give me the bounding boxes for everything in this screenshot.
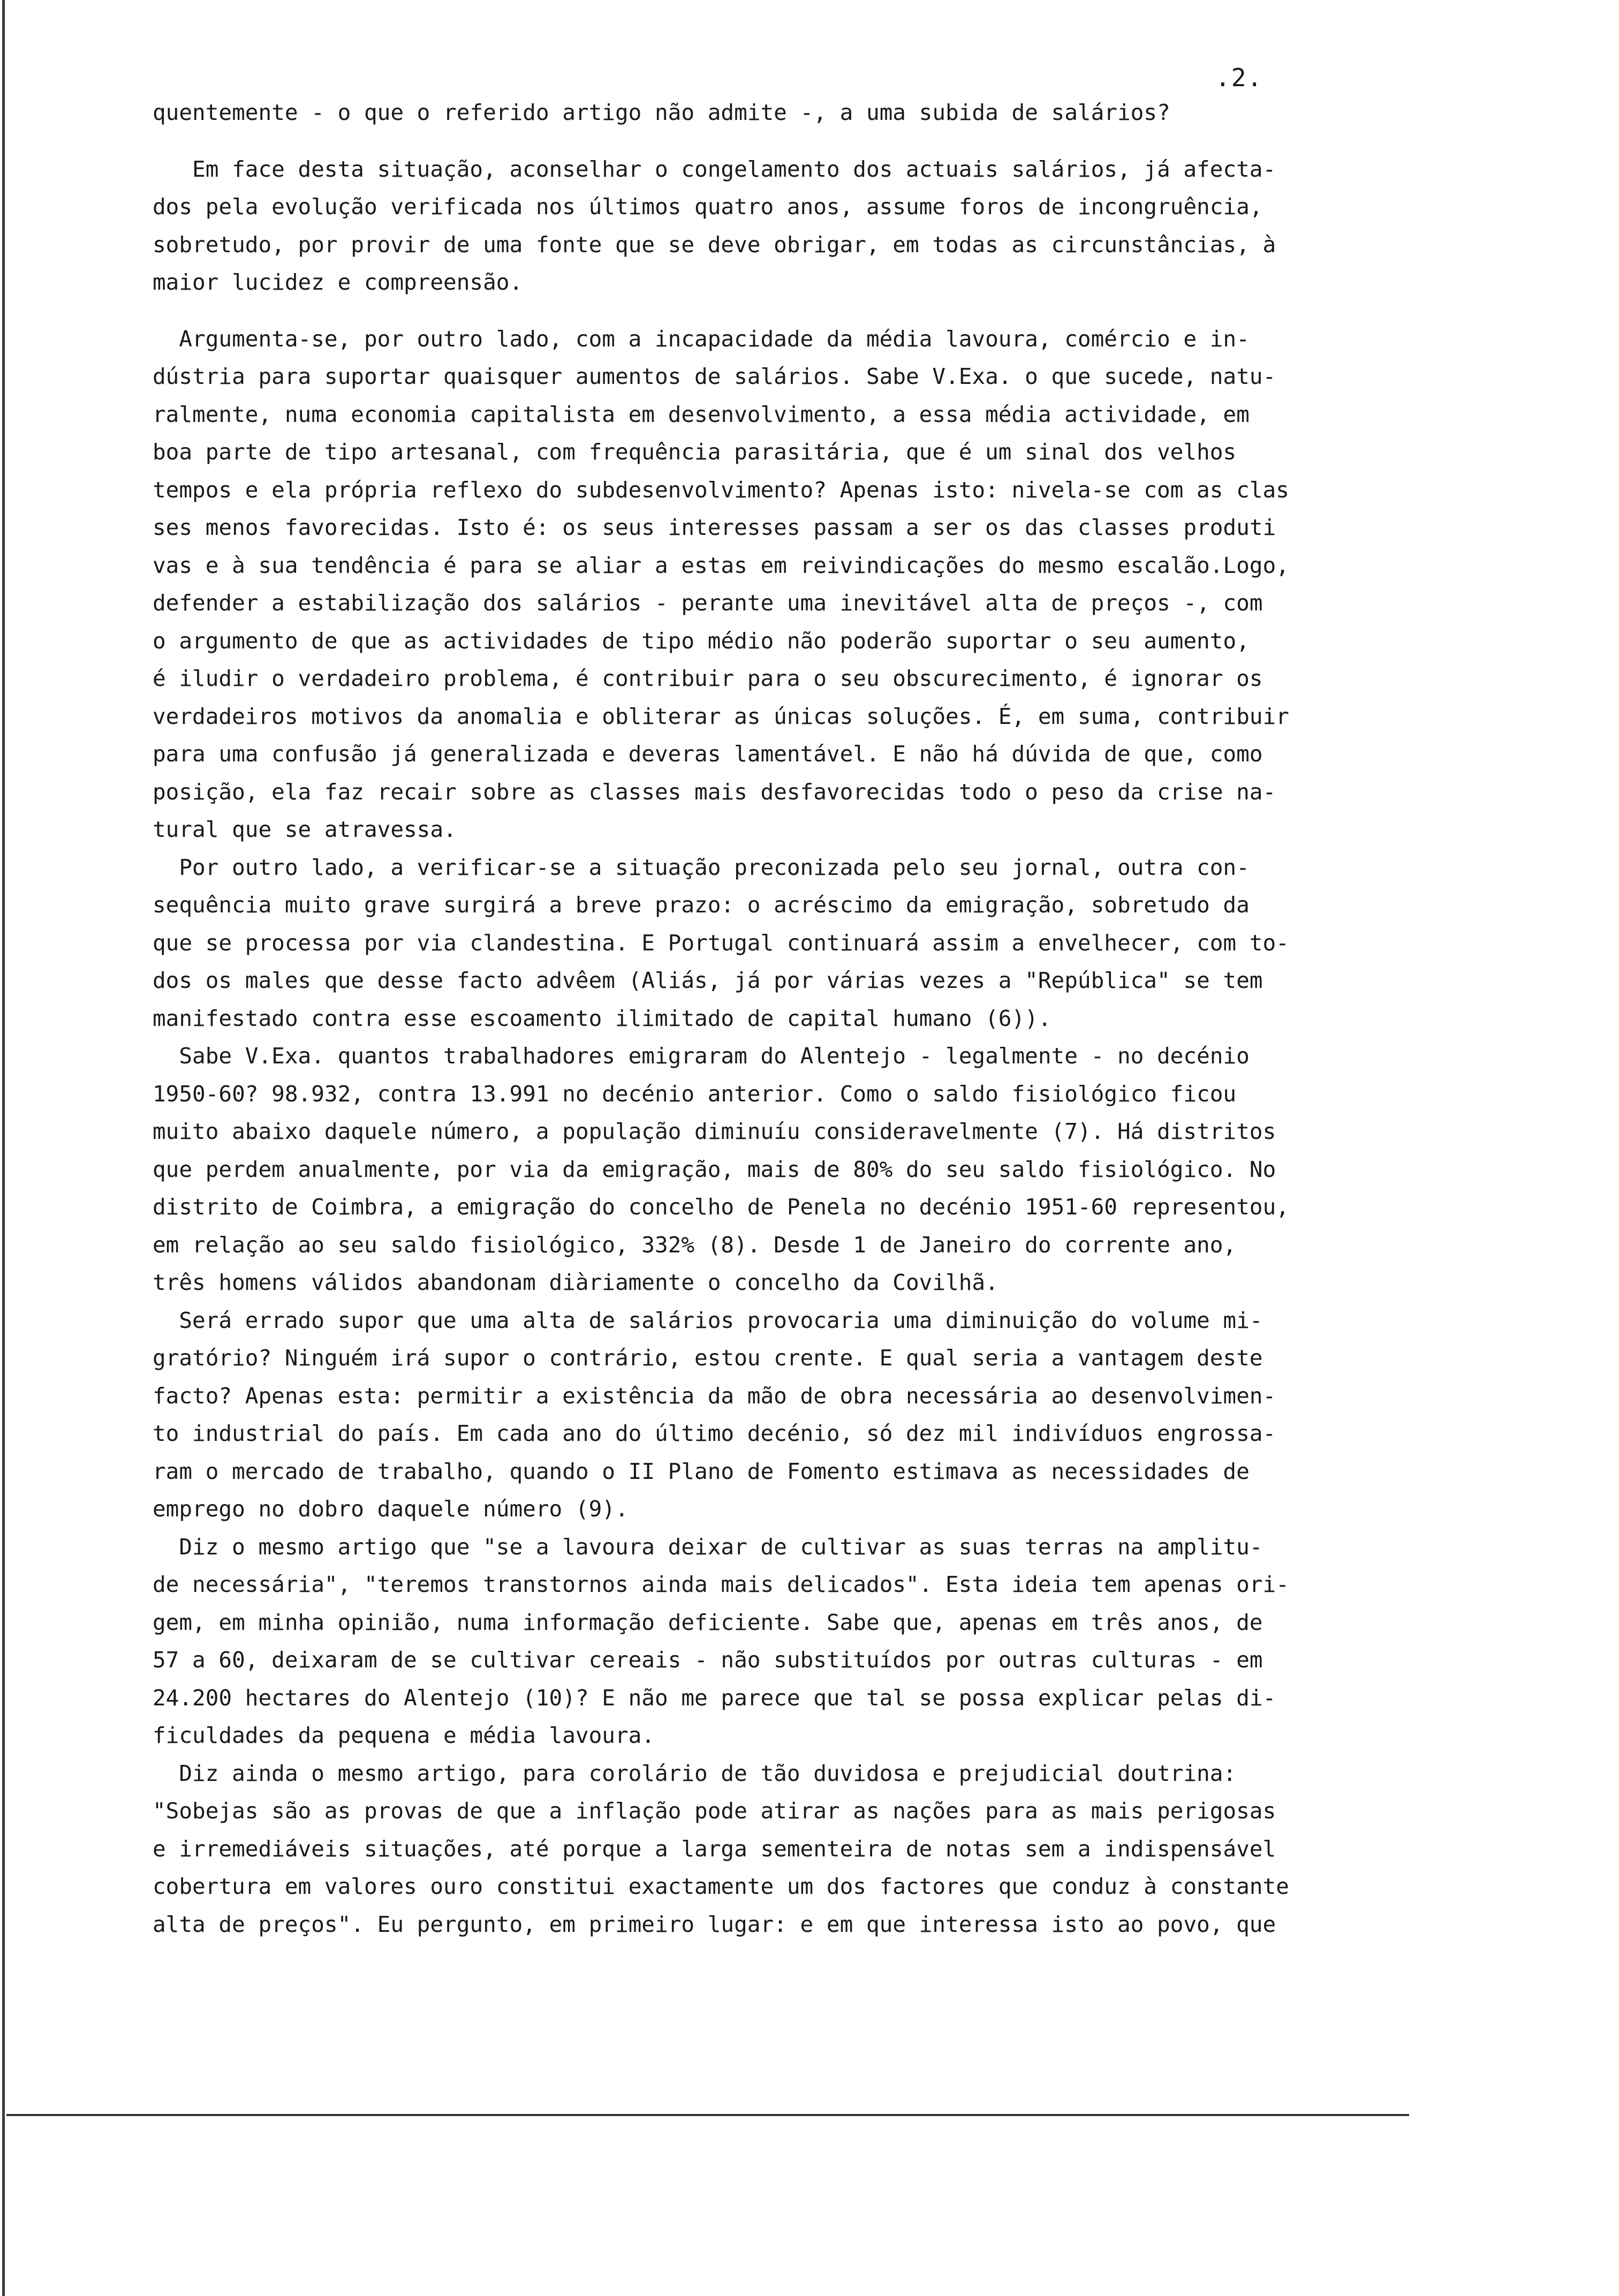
- text-line: Argumenta-se, por outro lado, com a incapacidade da média lavoura, comércio e in-: [153, 326, 1250, 352]
- text-line: Por outro lado, a verificar-se a situação preconizada pelo seu jornal, outra con-: [153, 854, 1250, 880]
- text-line: maior lucidez e compreensão.: [153, 269, 523, 295]
- text-line: ses menos favorecidas. Isto é: os seus interesses passam a ser os das classes produti: [153, 515, 1276, 540]
- text-line: sequência muito grave surgirá a breve prazo: o acréscimo da emigração, sobretudo da: [153, 892, 1250, 918]
- text-line: ralmente, numa economia capitalista em desenvolvimento, a essa média actividade, em: [153, 401, 1250, 427]
- document-body: [153, 94, 1352, 1943]
- text-line: boa parte de tipo artesanal, com frequência parasitária, que é um sinal dos velhos: [153, 439, 1237, 465]
- text-line: tempos e ela própria reflexo do subdesenvolvimento? Apenas isto: nivela-se com as clas: [153, 477, 1289, 503]
- text-line: 57 a 60, deixaram de se cultivar cereais - não substituídos por outras culturas - em: [153, 1647, 1263, 1673]
- text-line: Diz o mesmo artigo que "se a lavoura deixar de cultivar as suas terras na amplitu-: [153, 1534, 1263, 1560]
- paragraph-gap: [153, 132, 1352, 150]
- text-line: ficuldades da pequena e média lavoura.: [153, 1723, 655, 1748]
- text-line: 1950-60? 98.932, contra 13.991 no decénio anterior. Como o saldo fisiológico ficou: [153, 1081, 1237, 1107]
- paragraph: [153, 1037, 1352, 1302]
- text-line: três homens válidos abandonam diàriamente o concelho da Covilhã.: [153, 1270, 998, 1295]
- text-line: posição, ela faz recair sobre as classes mais desfavorecidas todo o peso da crise na-: [153, 779, 1276, 805]
- paragraph: [153, 849, 1352, 1038]
- text-line: de necessária", "teremos transtornos ainda mais delicados". Esta ideia tem apenas ori-: [153, 1572, 1289, 1597]
- paragraph: [153, 1302, 1352, 1528]
- scan-left-edge: [2, 0, 5, 2296]
- text-line: Sabe V.Exa. quantos trabalhadores emigraram do Alentejo - legalmente - no decénio: [153, 1043, 1250, 1069]
- text-line: sobretudo, por provir de uma fonte que se deve obrigar, em todas as circunstâncias, à: [153, 231, 1276, 258]
- text-line: tural que se atravessa.: [153, 817, 457, 842]
- text-line: que perdem anualmente, por via da emigração, mais de 80% do seu saldo fisiológico. No: [153, 1156, 1276, 1182]
- paragraph: [153, 150, 1352, 301]
- text-line: dos pela evolução verificada nos últimos quatro anos, assume foros de incongruência,: [153, 194, 1263, 220]
- text-line: "Sobejas são as provas de que a inflação pode atirar as nações para as mais perigosas: [153, 1798, 1276, 1824]
- bottom-rule: [6, 2114, 1409, 2116]
- text-line: emprego no dobro daquele número (9).: [153, 1496, 629, 1522]
- text-line: vas e à sua tendência é para se aliar a estas em reivindicações do mesmo escalão.Logo,: [153, 552, 1289, 578]
- text-line: é iludir o verdadeiro problema, é contribuir para o seu obscurecimento, é ignorar os: [153, 666, 1263, 691]
- text-line: alta de preços". Eu pergunto, em primeiro lugar: e em que interessa isto ao povo, que: [153, 1911, 1276, 1937]
- paragraph-gap: [153, 301, 1352, 320]
- text-line: verdadeiros motivos da anomalia e obliterar as únicas soluções. É, em suma, contribuir: [153, 703, 1289, 729]
- text-line: 24.200 hectares do Alentejo (10)? E não me parece que tal se possa explicar pelas di-: [153, 1685, 1276, 1711]
- text-line: e irremediáveis situações, até porque a larga sementeira de notas sem a indispensável: [153, 1836, 1276, 1862]
- text-line: Será errado supor que uma alta de salários provocaria uma diminuição do volume mi-: [153, 1307, 1263, 1333]
- text-line: to industrial do país. Em cada ano do último decénio, só dez mil indivíduos engrossa-: [153, 1421, 1276, 1446]
- text-line: defender a estabilização dos salários - perante uma inevitável alta de preços -, com: [153, 590, 1263, 616]
- paragraph: [153, 320, 1352, 849]
- text-line: distrito de Coimbra, a emigração do concelho de Penela no decénio 1951-60 representou,: [153, 1194, 1289, 1220]
- text-line: muito abaixo daquele número, a população diminuíu consideravelmente (7). Há distritos: [153, 1119, 1276, 1144]
- text-line: Diz ainda o mesmo artigo, para corolário de tão duvidosa e prejudicial doutrina:: [153, 1760, 1237, 1786]
- paragraph: [153, 1528, 1352, 1755]
- text-line: o argumento de que as actividades de tipo médio não poderão suportar o seu aumento,: [153, 628, 1250, 654]
- text-line: cobertura em valores ouro constitui exactamente um dos factores que conduz à constante: [153, 1874, 1289, 1899]
- text-line: gratório? Ninguém irá supor o contrário, estou crente. E qual seria a vantagem deste: [153, 1345, 1263, 1371]
- text-line: manifestado contra esse escoamento ilimitado de capital humano (6)).: [153, 1005, 1051, 1031]
- text-line: gem, em minha opinião, numa informação deficiente. Sabe que, apenas em três anos, de: [153, 1609, 1263, 1635]
- paragraph: [153, 94, 1352, 132]
- page-number: .2.: [1215, 63, 1264, 92]
- text-line: que se processa por via clandestina. E Portugal continuará assim a envelhecer, com to-: [153, 930, 1289, 956]
- text-line: facto? Apenas esta: permitir a existência da mão de obra necessária ao desenvolvimen-: [153, 1383, 1276, 1409]
- text-line: dústria para suportar quaisquer aumentos de salários. Sabe V.Exa. o que sucede, natu-: [153, 364, 1276, 389]
- paragraph: [153, 1755, 1352, 1944]
- text-line: ram o mercado de trabalho, quando o II Plano de Fomento estimava as necessidades de: [153, 1458, 1250, 1484]
- text-line: em relação ao seu saldo fisiológico, 332% (8). Desde 1 de Janeiro do corrente ano,: [153, 1232, 1237, 1258]
- text-line: Em face desta situação, aconselhar o congelamento dos actuais salários, já afecta-: [153, 156, 1276, 182]
- text-line: quentemente - o que o referido artigo não admite -, a uma subida de salários?: [153, 100, 1170, 125]
- text-line: para uma confusão já generalizada e deveras lamentável. E não há dúvida de que, como: [153, 741, 1263, 767]
- text-line: dos os males que desse facto advêem (Aliás, já por várias vezes a "República" se tem: [153, 968, 1263, 993]
